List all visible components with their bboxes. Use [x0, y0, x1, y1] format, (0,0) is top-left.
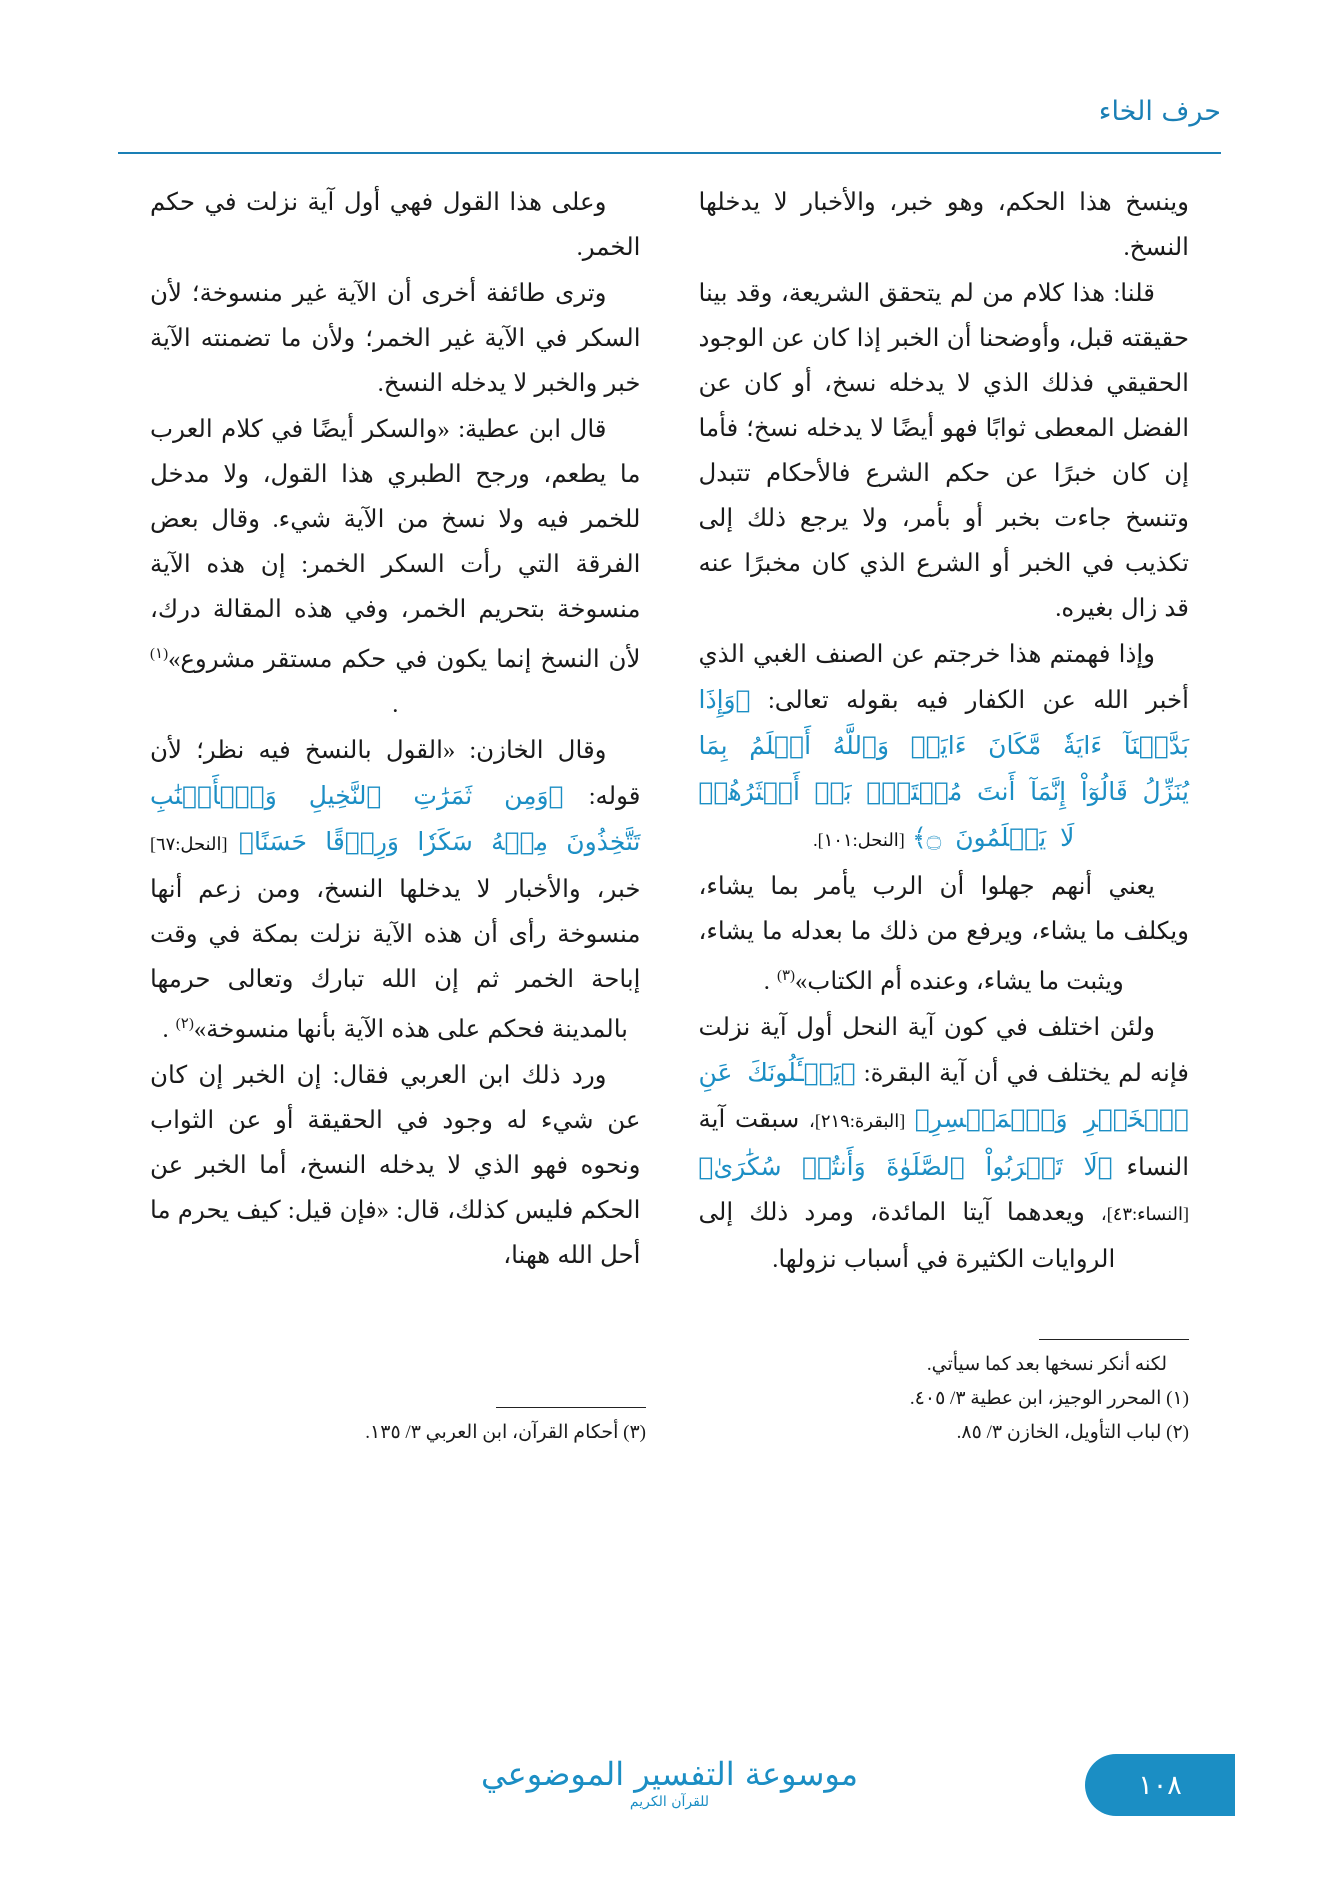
- logo-subtitle: للقرآن الكريم: [629, 1794, 710, 1810]
- quran-verse: ﴿وَمِن ثَمَرَٰتِ ٱلنَّخِيلِ وَٱلۡأَعۡنَٰبِ تَتَّخِذُونَ مِنۡهُ سَكَرٗا وَرِزۡقًا حَسَنًا﴾: [150, 781, 641, 857]
- logo-title: موسوعة التفسير الموضوعي: [480, 1755, 859, 1793]
- footnote-item: لكنه أنكر نسخها بعد كما سيأتي.: [926, 1354, 1167, 1375]
- footnote-divider: [1039, 1339, 1189, 1341]
- paragraph-text: سبقت آية النساء: [698, 1106, 1190, 1182]
- verse-reference: [النحل:١٠١].: [813, 830, 905, 850]
- paragraph: قلنا: هذا كلام من لم يتحقق الشريعة، وقد بينا حقيقته قبل، وأوضحنا أن الخبر إذا كان عن الوجود الحقيقي فذلك الذي لا يدخله نسخ، أو كان عن الفضل المعطى ثوابًا فهو أيضًا لا يدخله نسخ؛ فأما إن كان خبرًا عن حكم الشرع فالأحكام تتبدل وتنسخ جاءت بخبر أو بأمر، ولا يرجع ذلك إلى تكذيب في الخبر أو الشرع الذي كان مخبرًا عنه قد زال بغيره.: [698, 280, 1189, 622]
- quran-verse: ﴿يَسۡـَٔلُونَكَ عَنِ ٱلۡخَمۡرِ وَٱلۡمَيۡسِرِ﴾: [698, 1058, 1190, 1134]
- paragraph-text: ويعدهما آيتا المائدة، ومرد ذلك إلى الروايات الكثيرة في أسباب نزولها.: [698, 1199, 1116, 1274]
- verse-reference: [البقرة:٢١٩]،: [809, 1111, 906, 1132]
- paragraph: وترى طائفة أخرى أن الآية غير منسوخة؛ لأن السكر في الآية غير الخمر؛ ولأن ما تضمنته الآية خبر والخبر لا يدخله النسخ.: [150, 280, 641, 397]
- footnotes-left-column: [150, 1407, 646, 1451]
- page-number: ١٠٨: [1085, 1754, 1235, 1816]
- paragraph-lead: وقال الخازن: «القول بالنسخ فيه نظر؛ لأن قوله:: [150, 737, 641, 811]
- footnote-divider: [496, 1407, 646, 1409]
- column-left: [699, 180, 1190, 1283]
- footnote-marker: (٢): [175, 1016, 194, 1033]
- column-right: [150, 180, 641, 1283]
- footnotes-right-column: [693, 1339, 1189, 1451]
- paragraph: ورد ذلك ابن العربي فقال: إن الخبر إن كان عن شيء له وجود في الحقيقة أو عن الثواب ونحوه فهو الذي لا يدخله النسخ، أما الخبر عن الحكم فليس كذلك، قال: «فإن قيل: كيف يحرم ما أحل الله ههنا،: [150, 1062, 641, 1270]
- footnote-marker: (١): [150, 646, 169, 662]
- verse-reference: [النحل:٦٧]: [150, 834, 228, 855]
- paragraph-lead: وإذا فهمتم هذا خرجتم عن الصنف الغبي الذي أخبر الله عن الكفار فيه بقوله تعالى:: [698, 641, 1189, 714]
- footnote-item: (٢) لباب التأويل، الخازن ٣/ ٨٥.: [956, 1422, 1189, 1443]
- paragraph: يعني أنهم جهلوا أن الرب يأمر بما يشاء، ويكلف ما يشاء، ويرفع من ذلك ما بعدله ما يشاء، ويثبت ما يشاء، وعنده أم الكتاب»$^{(٣)}$ .: [698, 873, 1189, 996]
- page-footer: [0, 1718, 1339, 1838]
- verse-reference: [النساء:٤٣]،: [1100, 1204, 1189, 1225]
- paragraph-text: قال ابن عطية: «والسكر أيضًا في كلام العرب ما يطعم، ورجح الطبري هذا القول، ولا مدخل للخمر فيه ولا نسخ من الآية شيء. وقال بعض الفرقة التي رأت السكر الخمر: إن هذه الآية منسوخة بتحريم الخمر، وفي هذه المقالة درك، لأن النسخ إنما يكون في حكم مستقر مشروع»: [150, 416, 641, 674]
- paragraph: وقال الخازن: «القول بالنسخ فيه نظر؛ لأن قوله: ﴿وَمِن ثَمَرَٰتِ ٱلنَّخِيلِ وَٱلۡأَعۡنَٰبِ تَتَّخِذُونَ مِنۡهُ سَكَرٗا وَرِزۡقًا حَسَنًا﴾ [النحل:٦٧] خبر، والأخبار لا يدخلها النسخ، ومن زعم أنها منسوخة رأى أن هذه الآية نزلت بمكة في وقت إباحة الخمر ثم إن الله تبارك وتعالى حرمها بالمدينة فحكم على هذه الآية بأنها منسوخة»$^{(٢)}$ .: [150, 737, 641, 1044]
- footnote-item: (١) المحرر الوجيز، ابن عطية ٣/ ٤٠٥.: [909, 1388, 1189, 1409]
- quran-verse: ﴿لَا تَقۡرَبُواْ ٱلصَّلَوٰةَ وَأَنتُمۡ سُكَٰرَىٰ﴾: [698, 1152, 1113, 1182]
- paragraph: وينسخ هذا الحكم، وهو خبر، والأخبار لا يدخلها النسخ.: [698, 189, 1189, 261]
- paragraph: وعلى هذا القول فهي أول آية نزلت في حكم الخمر.: [150, 189, 641, 261]
- publisher-logo: [481, 1756, 858, 1812]
- quran-verse: ﴿وَإِذَا بَدَّلۡنَآ ءَايَةٗ مَّكَانَ ءَايَةٖ وَٱللَّهُ أَعۡلَمُ بِمَا يُنَزِّلُ قَالُوٓاْ إِنَّمَآ أَنتَ مُفۡتَرِۢ بَلۡ أَكۡثَرُهُمۡ لَا يَعۡلَمُونَ ۝﴾: [698, 685, 1189, 852]
- chapter-title: حرف الخاء: [1098, 96, 1221, 127]
- footnote-marker: (٣): [776, 968, 796, 984]
- paragraph: [699, 632, 1190, 863]
- footnote-item: (٣) أحكام القرآن، ابن العربي ٣/ ١٣٥.: [365, 1422, 646, 1443]
- paragraph: قال ابن عطية: «والسكر أيضًا في كلام العرب ما يطعم، ورجح الطبري هذا القول، ولا مدخل للخمر فيه ولا نسخ من الآية شيء. وقال بعض الفرقة التي رأت السكر الخمر: إن هذه الآية منسوخة بتحريم الخمر، وفي هذه المقالة درك، لأن النسخ إنما يكون في حكم مستقر مشروع»$^{(١)}$ .: [150, 416, 641, 719]
- paragraph: [699, 1005, 1190, 1282]
- page-header: [118, 96, 1221, 156]
- header-divider: [118, 152, 1221, 154]
- paragraph-lead: ولئن اختلف في كون آية النحل أول آية نزلت فإنه لم يختلف في أن آية البقرة:: [698, 1014, 1190, 1088]
- paragraph-text: يعني أنهم جهلوا أن الرب يأمر بما يشاء، ويكلف ما يشاء، ويرفع من ذلك ما بعدله ما يشاء، ويثبت ما يشاء، وعنده أم الكتاب»: [698, 873, 1189, 996]
- body-columns: [150, 180, 1189, 1283]
- paragraph-text: خبر، والأخبار لا يدخلها النسخ، ومن زعم أنها منسوخة رأى أن هذه الآية نزلت بمكة في وقت إباحة الخمر ثم إن الله تبارك وتعالى حرمها بالمدينة فحكم على هذه الآية بأنها منسوخة»: [150, 876, 641, 1044]
